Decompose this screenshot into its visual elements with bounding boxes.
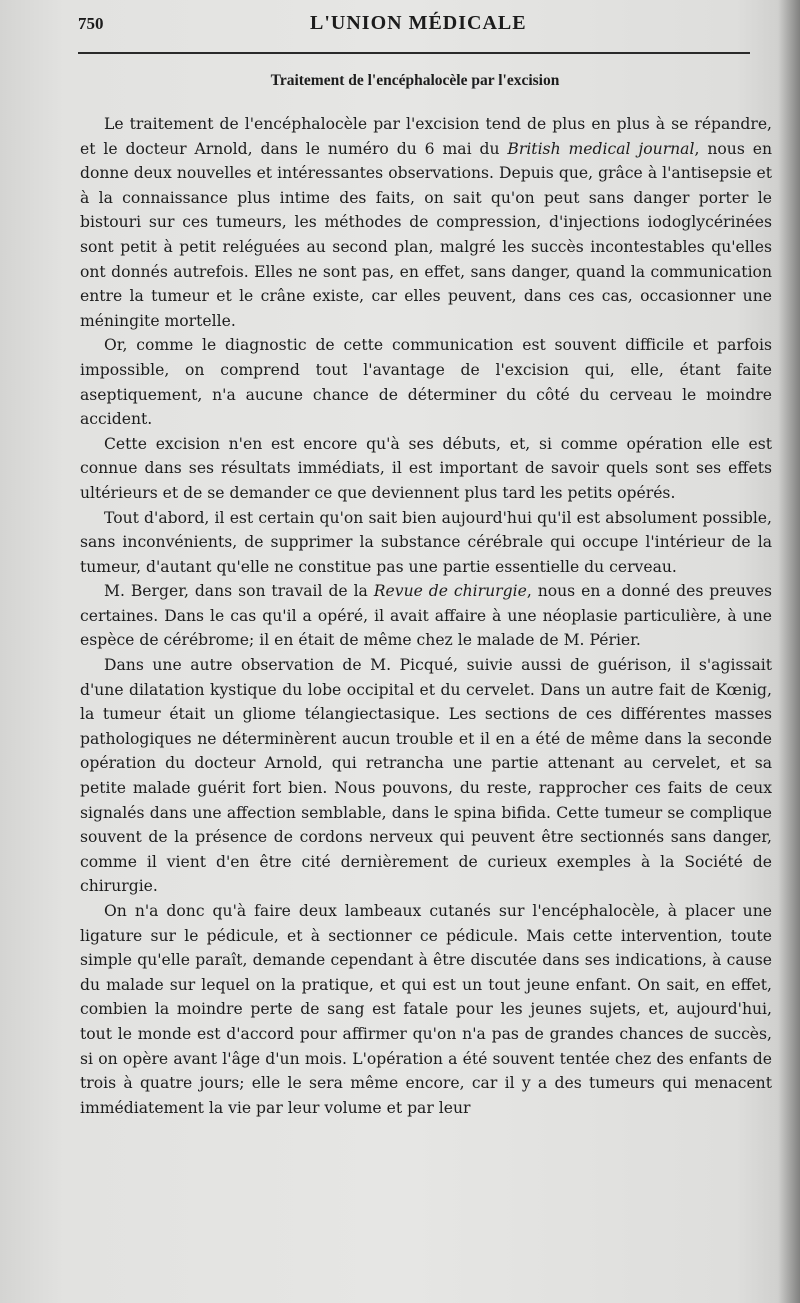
article-title: Traitement de l'encéphalocèle par l'excision	[270, 72, 560, 89]
paragraph-2: Or, comme le diagnostic de cette communication est souvent difficile et parfois impossible, on comprend tout l'avantage de l'excision qui, elle, étant faite aseptiquement, n'a aucune chance de déterminer du côté du cerveau le moindre accident.	[80, 336, 772, 429]
paragraph-1: Le traitement de l'encéphalocèle par l'excision tend de plus en plus à se répandre, et le docteur Arnold, dans le numéro du 6 mai du British medical journal, nous en donne deux nouvelles et intéressantes observations. Depuis que, grâce à l'antisepsie et à la connaissance plus intime des faits, on sait qu'on peut sans danger porter le bistouri sur ces tumeurs, les méthodes de compression, d'injections iodoglycérinées sont petit à petit reléguées au second plan, malgré les succès incontestables qu'elles ont donnés autrefois. Elles ne sont pas, en effet, sans danger, quand la communication entre la tumeur et le crâne existe, car elles peuvent, dans ces cas, occasionner une méningite mortelle.	[80, 115, 773, 330]
paragraph-6: Dans une autre observation de M. Picqué, suivie aussi de guérison, il s'agissait d'une dilatation kystique du lobe occipital et du cervelet. Dans un autre fait de Kœnig, la tumeur était un gliome télangiectasique. Les sections de ces différentes masses pathologiques ne déterminèrent aucun trouble et il en a été de même dans la seconde opération du docteur Arnold, qui retrancha une partie attenant au cervelet, et sa petite malade guérit fort bien. Nous pouvons, du reste, rapprocher ces faits de ceux signalés dans une affection semblable, dans le spina bifida. Cette tumeur se complique souvent de la présence de cordons nerveux qui peuvent être sectionnés sans danger, comme il vient d'en être cité dernièrement de curieux exemples à la Société de chirurgie.	[80, 656, 772, 896]
paragraph-4: Tout d'abord, il est certain qu'on sait bien aujourd'hui qu'il est absolument possible, sans inconvénients, de supprimer la substance cérébrale qui occupe l'intérieur de la tumeur, d'autant qu'elle ne constitue pas une partie essentielle du cerveau.	[80, 508, 772, 576]
running-head: L'UNION MÉDICALE	[310, 12, 527, 34]
paragraph-5: M. Berger, dans son travail de la Revue de chirurgie, nous en a donné des preuves certaines. Dans le cas qu'il a opéré, il avait affaire à une néoplasie particulière, à une espèce de cérébrome; il en était de même chez le malade de M. Périer.	[80, 582, 773, 650]
article-body	[80, 112, 772, 1120]
page-number: 750	[78, 14, 104, 33]
paragraph-3: Cette excision n'en est encore qu'à ses débuts, et, si comme opération elle est connue dans ses résultats immédiats, il est important de savoir quels sont ses effets ultérieurs et de se demander ce que deviennent plus tard les petits opérés.	[80, 434, 772, 502]
paragraph-7: On n'a donc qu'à faire deux lambeaux cutanés sur l'encéphalocèle, à placer une ligature sur le pédicule, et à sectionner ce pédicule. Mais cette intervention, toute simple qu'elle paraît, demande cependant à être discutée dans ses indications, à cause du malade sur lequel on la pratique, et qui est un tout jeune enfant. On sait, en effet, combien la moindre perte de sang est fatale pour les jeunes sujets, et, aujourd'hui, tout le monde est d'accord pour affirmer qu'on n'a pas de grandes chances de succès, si on opère avant l'âge d'un mois. L'opération a été souvent tentée chez des enfants de trois à quatre jours; elle le sera même encore, car il y a des tumeurs qui menacent immédiatement la vie par leur volume et par leur	[80, 902, 772, 1117]
page-binding-shadow	[778, 0, 800, 1303]
header-rule	[78, 52, 750, 54]
page-header	[78, 12, 750, 40]
journal-title: British medical journal	[507, 139, 695, 158]
journal-title: Revue de chirurgie	[373, 582, 527, 601]
